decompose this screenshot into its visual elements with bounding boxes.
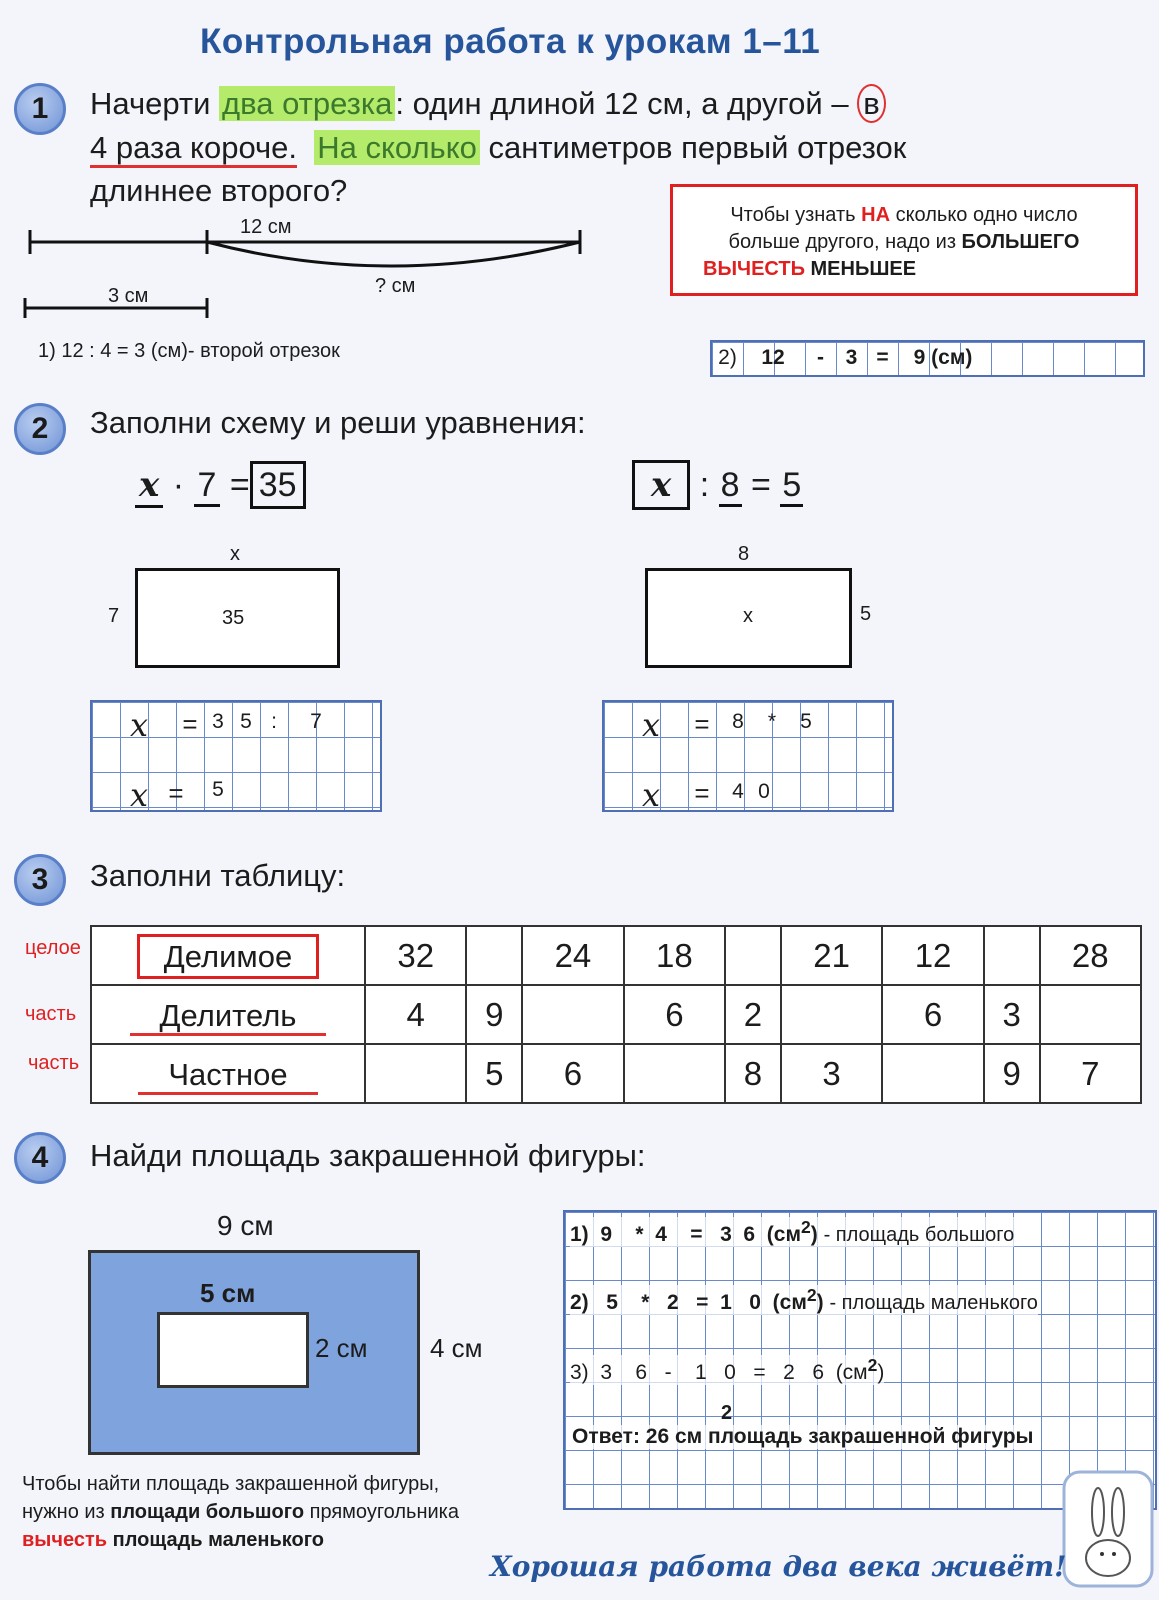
task-2-number: 2 xyxy=(14,403,66,455)
footer-motto: Хорошая работа два века живёт! xyxy=(490,1550,1067,1583)
sol-part: 0 xyxy=(749,1291,761,1314)
row-label-cell xyxy=(91,926,365,985)
note-line-1: Чтобы найти площадь закрашенной фигуры, xyxy=(22,1473,440,1495)
solution-line-2 xyxy=(570,1285,1038,1315)
table-cell: 18 xyxy=(624,926,725,985)
note-bold: площади большого xyxy=(110,1501,305,1523)
sol-part: = xyxy=(690,1223,703,1246)
equals-sign: = xyxy=(168,778,184,808)
page-title: Контрольная работа к урокам 1–11 xyxy=(200,22,821,61)
side-label-whole: целое xyxy=(25,937,81,959)
equation-2-x: x xyxy=(632,460,690,510)
task-1-highlight-1: два отрезка xyxy=(219,86,395,121)
table-cell: 28 xyxy=(1040,926,1142,985)
equation-1-dot: · xyxy=(172,466,185,504)
solution-grid-1 xyxy=(90,700,382,812)
solution-cell: 5 xyxy=(800,710,812,733)
table-cell: 8 xyxy=(725,1044,781,1103)
scheme-2-right: 5 xyxy=(860,603,872,625)
sol-sup: 2 xyxy=(801,1217,811,1237)
table-cell: 7 xyxy=(1040,1044,1142,1103)
rule-bigger: БОЛЬШЕГО xyxy=(961,231,1080,253)
task-1-line-2 xyxy=(90,130,906,166)
small-rectangle xyxy=(157,1312,309,1388)
equation-2-five: 5 xyxy=(780,466,803,507)
equals-sign: = xyxy=(694,709,710,739)
scheme-1-center: 35 xyxy=(222,607,245,629)
table-cell xyxy=(882,1044,983,1103)
table-cell: 2 xyxy=(725,985,781,1044)
solution-cell: 5 xyxy=(212,778,224,801)
table-cell: 4 xyxy=(365,985,466,1044)
task-1-underlined: 4 раза короче. xyxy=(90,130,297,168)
rabbit-icon xyxy=(1062,1470,1154,1588)
table-row-divisor xyxy=(91,985,1141,1044)
sol-part: 6 xyxy=(635,1361,648,1384)
sol-part: (см xyxy=(835,1361,868,1384)
sol-part: * xyxy=(641,1291,650,1314)
sol-part: 1) xyxy=(570,1223,589,1246)
equation-2-div: : xyxy=(699,466,710,504)
equation-2-eight: 8 xyxy=(719,466,742,507)
side-label-part: часть xyxy=(28,1052,80,1074)
label-5cm: 5 см xyxy=(200,1278,256,1308)
table-cell xyxy=(984,926,1040,985)
equation-2-equals: = xyxy=(751,466,771,504)
solution-grid-2 xyxy=(602,700,894,812)
sol-part: 6 xyxy=(812,1361,825,1384)
sol-part: 2 xyxy=(666,1291,679,1314)
label-3cm: 3 см xyxy=(108,285,149,307)
sol-comment: - площадь маленького xyxy=(829,1292,1038,1314)
table-cell: 32 xyxy=(365,926,466,985)
row-label-cell xyxy=(91,1044,365,1103)
sol-part: ) xyxy=(810,1223,818,1246)
solution-cell: 5 xyxy=(240,710,252,733)
sol-part: 6 xyxy=(743,1223,756,1246)
table-cell: 6 xyxy=(624,985,725,1044)
x-symbol: x xyxy=(642,776,661,814)
equation-1-equals: = xyxy=(229,466,250,504)
table-cell: 5 xyxy=(466,1044,522,1103)
sol-part: 4 xyxy=(655,1223,667,1246)
division-table xyxy=(90,925,1142,1104)
sol-part: = xyxy=(753,1361,766,1384)
sol-part: (см xyxy=(766,1223,801,1246)
sol-part: 9 xyxy=(600,1223,613,1246)
x-symbol: x xyxy=(130,776,149,814)
table-cell xyxy=(522,985,623,1044)
sol-comment: - площадь большого xyxy=(823,1224,1015,1246)
label-unknown-cm: ? см xyxy=(375,275,416,297)
row-label: Делимое xyxy=(137,934,319,979)
step-2-cell: 3 xyxy=(845,346,858,369)
task-1-text: сантиметров первый отрезок xyxy=(479,130,907,165)
equation-1-seven: 7 xyxy=(194,466,221,507)
label-9cm: 9 см xyxy=(217,1210,274,1241)
task-1-number: 1 xyxy=(14,83,66,135)
table-cell xyxy=(725,926,781,985)
rule-na: НА xyxy=(861,204,891,226)
answer-line: Ответ: 26 см площадь закрашенной фигуры xyxy=(572,1425,1034,1448)
sol-part: 2 xyxy=(783,1361,795,1384)
sol-part: 3 xyxy=(720,1223,732,1246)
sol-part: 3) xyxy=(570,1361,589,1384)
note-bold: площадь маленького xyxy=(107,1529,324,1551)
task-1-highlight-2: На сколько xyxy=(314,130,480,165)
sol-part: (см xyxy=(772,1291,807,1314)
side-label-part: часть xyxy=(25,1003,77,1025)
task-1-line-1 xyxy=(90,86,886,122)
table-row-dividend xyxy=(91,926,1141,985)
sol-part: 0 xyxy=(724,1361,736,1384)
table-cell: 9 xyxy=(466,985,522,1044)
table-cell: 6 xyxy=(882,985,983,1044)
sol-part: 5 xyxy=(606,1291,618,1314)
equation-2 xyxy=(632,465,803,505)
x-symbol: x xyxy=(130,706,149,744)
row-label-cell xyxy=(91,985,365,1044)
label-2cm: 2 см xyxy=(315,1333,368,1363)
solution-line-1 xyxy=(570,1217,1014,1247)
sol-part: 1 xyxy=(720,1291,732,1314)
sol-part: = xyxy=(696,1291,709,1314)
scheme-2-center: x xyxy=(743,605,753,627)
rule-smaller: МЕНЬШЕЕ xyxy=(804,258,917,280)
step-2-cell: 2) xyxy=(718,346,737,369)
table-cell: 3 xyxy=(984,985,1040,1044)
sol-sup: 2 xyxy=(806,1285,817,1305)
rule-text: Чтобы узнать xyxy=(730,204,862,226)
x-symbol: x xyxy=(642,706,661,744)
solution-cell: 3 xyxy=(212,710,224,733)
difference-arc xyxy=(207,242,580,266)
step-2-cell: 12 xyxy=(761,346,785,369)
step-2-cell: 9 (см) xyxy=(913,346,973,369)
row-label: Делитель xyxy=(130,998,327,1036)
scheme-2-top: 8 xyxy=(738,543,750,565)
task-4-number: 4 xyxy=(14,1132,66,1184)
step-2-cell: - xyxy=(817,346,824,369)
rule-line-2 xyxy=(673,229,1135,256)
solution-cell: 7 xyxy=(310,710,322,733)
table-cell: 9 xyxy=(984,1044,1040,1103)
task-1-step-2-grid xyxy=(710,340,1145,377)
equals-sign: = xyxy=(182,709,198,739)
segments-diagram xyxy=(20,220,600,320)
table-cell xyxy=(466,926,522,985)
rule-subtract: ВЫЧЕСТЬ xyxy=(703,258,805,280)
note-text: прямоугольника xyxy=(304,1501,459,1523)
table-cell xyxy=(624,1044,725,1103)
rule-line-1 xyxy=(673,202,1135,229)
table-cell: 3 xyxy=(781,1044,882,1103)
label-4cm: 4 см xyxy=(430,1333,483,1363)
step-2-cell: = xyxy=(876,346,889,369)
solution-cell: : xyxy=(271,710,277,733)
table-cell xyxy=(365,1044,466,1103)
task-1-text: Начерти xyxy=(90,86,220,121)
sol-part: 3 xyxy=(600,1361,613,1384)
table-cell: 21 xyxy=(781,926,882,985)
table-row-quotient xyxy=(91,1044,1141,1103)
sol-part: ) xyxy=(816,1291,824,1314)
equation-1 xyxy=(135,465,306,505)
sol-part: 1 xyxy=(694,1361,707,1384)
scheme-1-left: 7 xyxy=(108,605,120,627)
note-line-2 xyxy=(22,1498,459,1526)
equation-1-result: 35 xyxy=(250,461,306,509)
equation-1-x: x xyxy=(135,465,163,508)
sol-sup: 2 xyxy=(867,1355,878,1375)
note-subtract: вычесть xyxy=(22,1529,108,1551)
rule-text: больше другого, надо из xyxy=(728,231,962,253)
scheme-1-top: x xyxy=(230,543,240,565)
note-line-3 xyxy=(22,1526,459,1554)
answer-superscript: 2 xyxy=(721,1402,733,1424)
task-3-number: 3 xyxy=(14,854,66,906)
task-3-heading: Заполни таблицу: xyxy=(90,858,346,893)
solution-cell: 0 xyxy=(758,780,770,803)
table-cell xyxy=(781,985,882,1044)
equals-sign: = xyxy=(694,778,710,808)
table-cell: 12 xyxy=(882,926,983,985)
rule-line-3 xyxy=(673,256,1135,283)
table-cell: 6 xyxy=(522,1044,623,1103)
table-cell: 24 xyxy=(522,926,623,985)
task-1-step-1: 1) 12 : 4 = 3 (см)- второй отрезок xyxy=(38,340,340,362)
solution-line-3 xyxy=(570,1355,884,1385)
task-2-heading: Заполни схему и реши уравнения: xyxy=(90,405,586,440)
task-1-circled-letter: в xyxy=(857,84,885,123)
label-12cm: 12 см xyxy=(240,216,292,238)
solution-cell: 8 xyxy=(732,710,744,733)
task-4-heading: Найди площадь закрашенной фигуры: xyxy=(90,1138,646,1173)
solution-cell: 4 xyxy=(732,780,744,803)
sol-part: * xyxy=(635,1223,644,1246)
solution-cell: * xyxy=(767,710,777,733)
table-cell xyxy=(1040,985,1142,1044)
task-1-text: : один длиной 12 см, а другой – xyxy=(395,86,858,121)
area-note xyxy=(22,1470,459,1554)
note-text: нужно из xyxy=(22,1501,111,1523)
sol-part: - xyxy=(664,1361,672,1384)
rule-box xyxy=(670,184,1138,296)
rule-text: сколько одно число xyxy=(890,204,1078,226)
task-1-line-3: длиннее второго? xyxy=(90,173,348,208)
sol-part: ) xyxy=(877,1361,885,1384)
row-label: Частное xyxy=(138,1057,317,1095)
sol-part: 2) xyxy=(570,1291,589,1314)
